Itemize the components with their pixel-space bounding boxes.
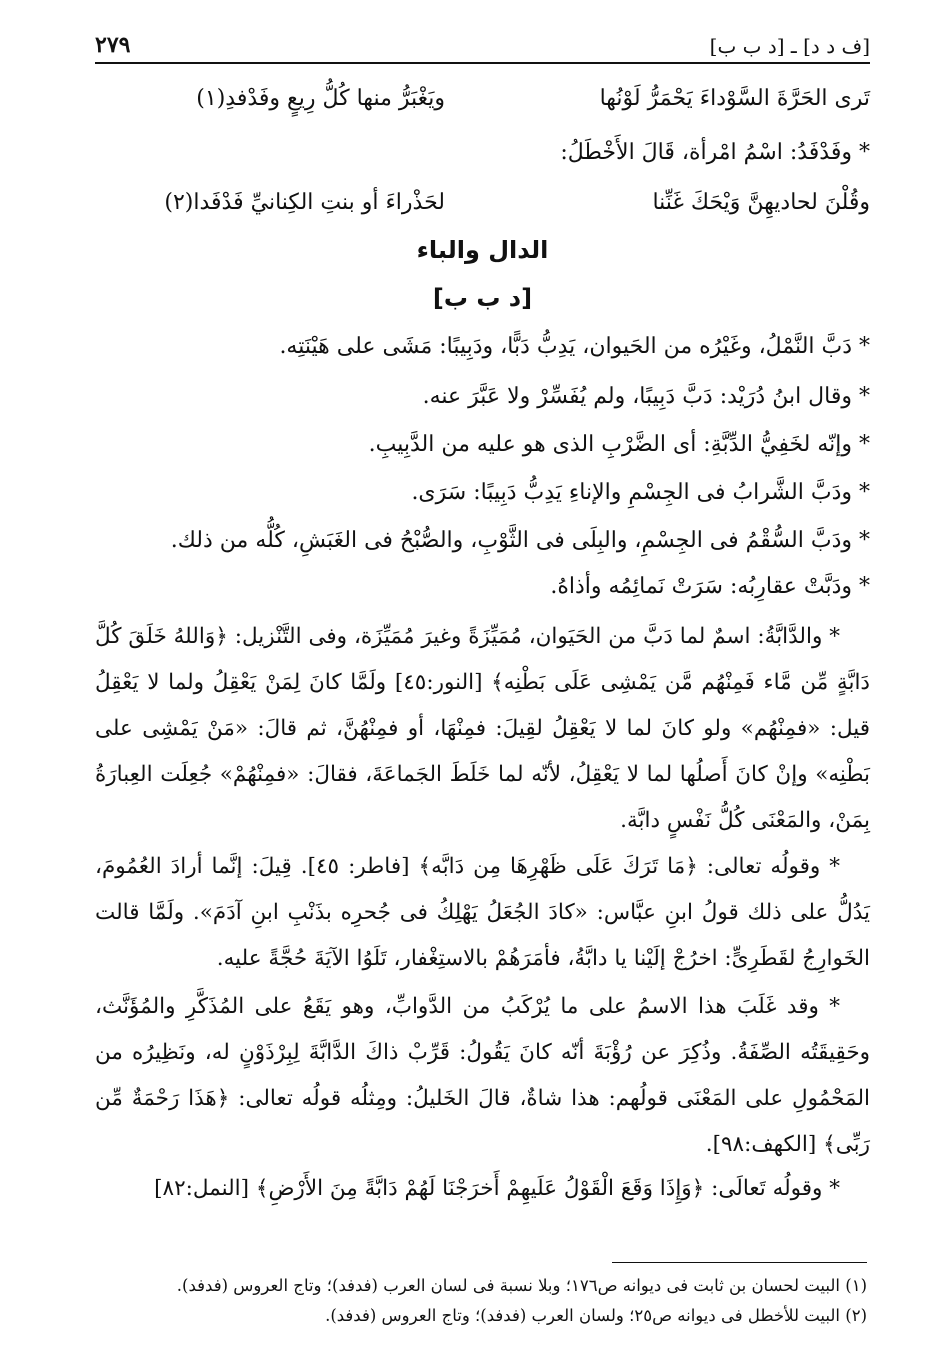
verse-hemistich: ويَغْبَرُّ منها كُلُّ رِيعٍ وفَدْفدِ(١) — [196, 86, 445, 111]
entry-line: * وفَدْفَدُ: اسْمُ امْرأة، قَالَ الأَخْطَلُ: — [560, 140, 870, 165]
verse-line — [95, 190, 870, 230]
paragraph: * والدَّابَّةُ: اسمٌ لما دَبَّ من الحَيَوان، مُمَيِّزَةً وغيرَ مُمَيِّزَة، وفى التَّنْزيل: ﴿وَاللهُ خَلَقَ كُلَّ دَابَّةٍ مِّن مَّاء فَمِنْهُم مَّن يَمْشِى عَلَى بَطْنِه﴾ [النور:٤٥] ولَمَّا كانَ لِمَنْ يَعْقِلُ ولما لا يَعْقِلُ قيل: «فمِنْهُم» ولو كانَ لما لا يَعْقِلُ لقِيلَ: فمِنْهَا، أو فمِنْهُنَّ، ثم قالَ: «مَنْ يَمْشِى على بَطْنِه» وإنْ كانَ أَصلُها لما لا يَعْقِلُ، لأنّه لما خَلَطَ الجَماعَةَ، فقالَ: «فمِنْهُمْ» جُعِلَت العِبارَةُ بِمَنْ، والمَعْنَى كُلُّ نَفْسٍ دابَّة. — [95, 624, 870, 833]
footnote: (٢) البيت للأخطل فى ديوانه ص٢٥؛ ولسان العرب (فدفد)؛ وتاج العروس (فدفد). — [325, 1306, 867, 1325]
running-head: [ف د د] ـ [د ب ب] — [709, 34, 870, 58]
verse-hemistich: تَرى الحَرَّةَ السَّوْداءَ يَحْمَرُّ لَوْنُها — [599, 86, 870, 111]
section-title: الدال والباء — [416, 236, 549, 264]
dictionary-entry: * ودَبَّ السُّقْمُ فى الجِسْمِ، والبِلَى فى الثَّوْبِ، والصُّبْحُ فى الغَبَشِ، كُلُّه من ذلك. — [170, 528, 870, 553]
page-header — [95, 30, 870, 64]
footnote-rule — [612, 1262, 867, 1263]
paragraph: * وقولُه تعالى: ﴿مَا تَرَكَ عَلَى ظَهْرِهَا مِن دَابَّه﴾ [فاطر: ٤٥]. قِيلَ: إنَّما أرادَ العُمُومَ، يَدُلُّ على ذلك قولُ ابنِ عبَّاس: «كادَ الجُعَلُ يَهْلِكُ فى جُحرِه بذَنْبِ ابنِ آدَمَ». ولَمَّا قالت الخَوارِجُ لقَطَرِىٍّ: اخرُجْ إلَيْنا يا دابَّةُ، فأمَرَهُمْ بالاستِغْفار، تَلَوُا الآيَةَ حُجَّةً عليه. — [95, 854, 870, 971]
dictionary-entry: * وقال ابنُ دُرَيْد: دَبَّ دَبِيبًا، ولم يُفَسِّرْ ولا عَبَّرَ عنه. — [422, 384, 870, 409]
verse-hemistich: وقُلْنَ لحاديهِنَّ وَيْحَكَ غَنِّنا — [652, 190, 870, 215]
paragraph: * وقولُه تَعالَى: ﴿وَإِذَا وَقَعَ الْقَوْلُ عَلَيهِمْ أَخرَجْنَا لَهُمْ دَابَّةً مِنَ الأَرْضِ﴾ [النمل:٨٢] — [154, 1176, 840, 1201]
dictionary-entry: * ودَبَّ الشَّرابُ فى الجِسْمِ والإناءِ يَدِبُّ دَبِيبًا: سَرَى. — [411, 480, 870, 505]
dictionary-entry: * وإنّه لخَفِيُّ الدِّبَّةِ: أى الضَّرْبِ الذى هو عليه من الدَّبِيبِ. — [368, 432, 870, 457]
dictionary-entry: * دَبَّ النَّمْلُ، وغَيْرُه من الحَيوان، يَدِبُّ دَبًّا، ودَبِيبًا: مَشَى على هَيْنَتِه. — [279, 334, 870, 359]
page-number: ٢٧٩ — [95, 32, 131, 58]
footnote: (١) البيت لحسان بن ثابت فى ديوانه ص١٧٦؛ وبلا نسبة فى لسان العرب (فدفد)؛ وتاج العروس (فدفد). — [176, 1276, 867, 1295]
paragraph: * وقد غَلَبَ هذا الاسمُ على ما يُرْكَبُ من الدَّوابِّ، وهو يَقَعُ على المُذَكَّرِ والمُؤَنَّث، وحَقِيقَتُه الصِّفَةُ. وذُكِرَ عن رُؤْبَةَ أنّه كانَ يَقُولُ: قَرِّبْ ذاكَ الدَّابَّةَ لِبِرْذَوْنٍ له، ونَظِيرُه من المَحْمُولِ على المَعْنَى قولُهم: هذا شاةٌ، قالَ الخَليلُ: ومِثلُه قولُه تعالى: ﴿هَذَا رَحْمَةٌ مِّن رَبِّى﴾ [الكهف:٩٨]. — [95, 994, 870, 1157]
header-rule — [95, 62, 870, 64]
verse-line — [95, 86, 870, 126]
root-title: [د ب ب] — [432, 284, 533, 312]
dictionary-entry: * ودَبَّتْ عقارِبُه: سَرَتْ نَمائِمُه وأذاهُ. — [550, 574, 870, 599]
verse-hemistich: لحَذْراءَ أو بنتِ الكِنانيِّ فَدْفَدا(٢) — [164, 190, 445, 215]
